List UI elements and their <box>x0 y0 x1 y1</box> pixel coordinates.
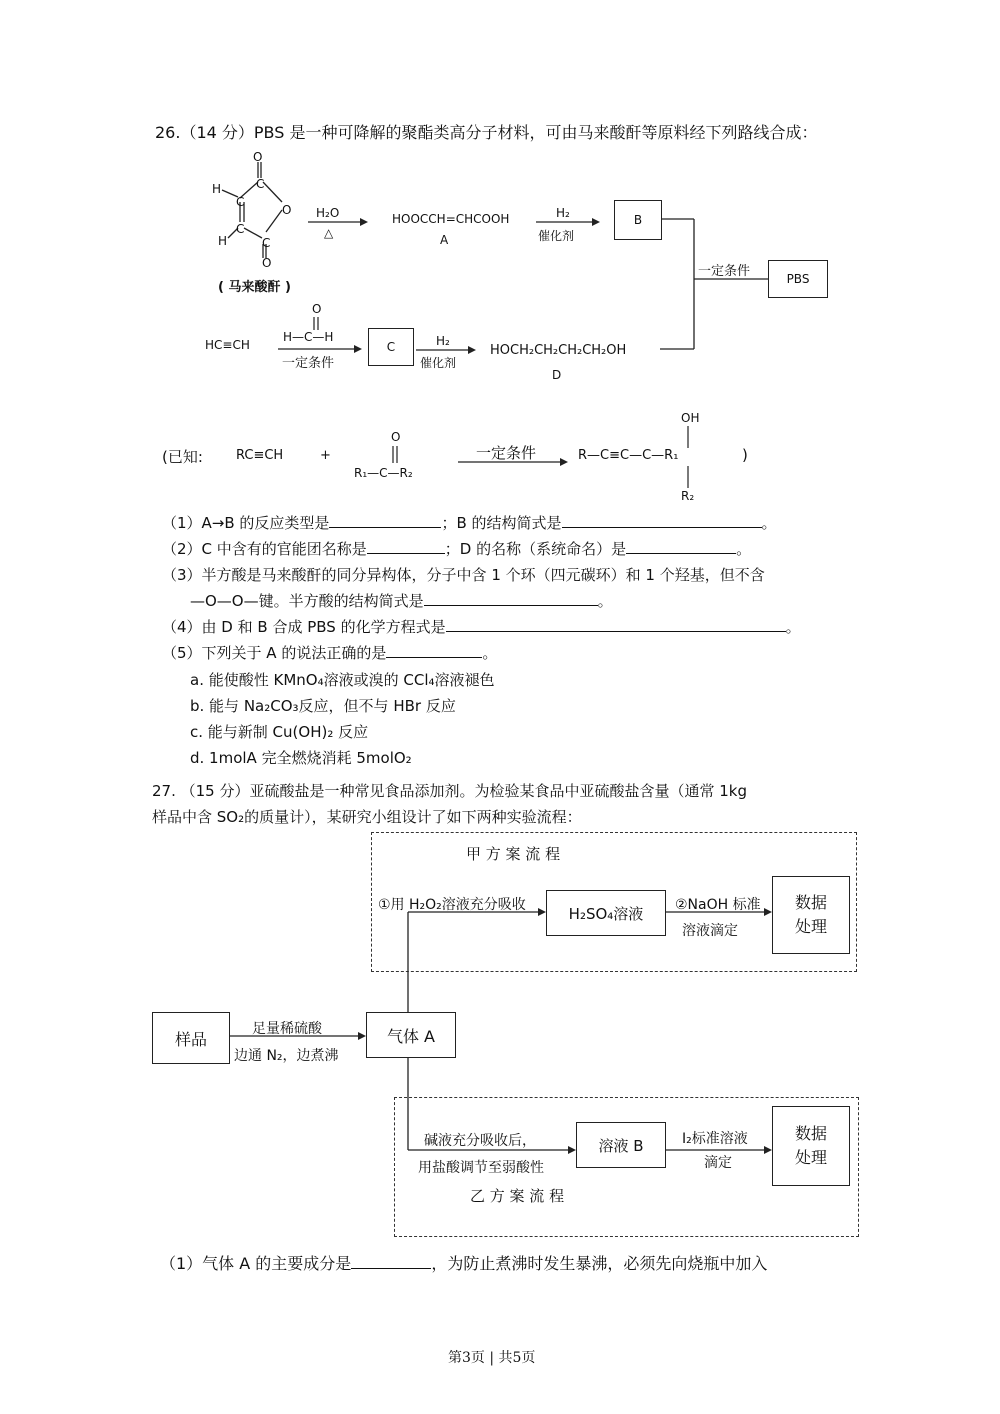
cond-pbs: 一定条件 <box>698 264 751 279</box>
label-a: A <box>440 233 449 247</box>
box-c-label: C <box>386 340 396 354</box>
maleic-c-top: C <box>256 177 265 191</box>
q26-3: （3）半方酸是马来酸酐的同分异构体，分子中含 1 个环（四元碳环）和 1 个羟基，但不含 <box>162 566 765 584</box>
sample-box-label: 样品 <box>174 1029 207 1049</box>
plan-a-step1: ①用 H₂O₂溶液充分吸收 <box>378 897 526 913</box>
gas-a-box-label: 气体 A <box>386 1026 436 1046</box>
q27-1-text-b: ，为防止煮沸时发生暴沸，必须先向烧瓶中加入 <box>431 1254 768 1273</box>
maleic-h1: H <box>212 182 222 196</box>
maleic-o-bottom: O <box>262 256 272 270</box>
q26-2-text-c: 。 <box>736 540 752 558</box>
known-prefix: (已知: <box>162 448 203 466</box>
maleic-c-left2: C <box>236 222 245 236</box>
q26-option-d: d. 1molA 完全燃烧消耗 5molO₂ <box>190 749 412 767</box>
q26-option-b: b. 能与 Na₂CO₃反应，但不与 HBr 反应 <box>190 697 456 715</box>
box-pbs-label: PBS <box>786 272 810 286</box>
maleic-h2: H <box>218 234 228 248</box>
q26-5-text-c: 。 <box>482 644 498 662</box>
q26-3-text-c: 。 <box>597 592 613 610</box>
q26-1-text-b: ；B 的结构简式是 <box>441 514 562 532</box>
box-b-label: B <box>633 213 643 227</box>
known-carbonyl-line: R₁—C—R₂ <box>354 466 413 480</box>
plan-b-box <box>576 1122 666 1168</box>
plan-b-step2-bottom: 滴定 <box>704 1155 732 1171</box>
plan-b-result-label: 数据 处理 <box>794 1124 827 1167</box>
known-carbonyl-o: O <box>391 430 401 444</box>
maleic-o-top: O <box>253 150 263 164</box>
formaldehyde-line: H—C—H <box>283 330 334 344</box>
q26-1-text-a: （1）A→B 的反应类型是 <box>162 514 330 532</box>
q26-4-text-c: 。 <box>785 618 801 636</box>
label-d: D <box>552 368 562 382</box>
reagent-h2-1: H₂ <box>556 206 570 220</box>
known-reactant1: RC≡CH <box>236 448 284 463</box>
compound-d: HOCH₂CH₂CH₂CH₂OH <box>490 343 627 358</box>
q26-header: 26.（14 分）PBS 是一种可降解的聚酯类高分子材料，可由马来酸酐等原料经下列路线合成： <box>155 123 818 142</box>
q26-2-text-a: （2）C 中含有的官能团名称是 <box>162 540 367 558</box>
q26-3-text-a: —O—O—键。半方酸的结构简式是 <box>190 592 424 610</box>
plan-b-result <box>772 1106 850 1186</box>
maleic-label: ( 马来酸酐 ) <box>218 280 291 295</box>
q26-4-text-a: （4）由 D 和 B 合成 PBS 的化学方程式是 <box>162 618 446 636</box>
plan-a-box-label: H₂SO₄溶液 <box>568 904 644 923</box>
maleic-c-left: C <box>236 195 245 209</box>
known-product-line: R—C≡C—C—R₁ <box>578 448 679 463</box>
page-footer: 第3页 | 共5页 <box>448 1350 536 1366</box>
plan-b-step2-top: I₂标准溶液 <box>682 1131 748 1147</box>
sample-box <box>152 1012 230 1064</box>
q27-1-text-a: （1）气体 A 的主要成分是 <box>160 1254 352 1273</box>
known-product-r2: R₂ <box>681 489 695 503</box>
gas-a-box <box>366 1012 456 1058</box>
reagent-catalyst-2: 催化剂 <box>420 356 457 370</box>
known-suffix: ) <box>742 446 748 464</box>
known-condition: 一定条件 <box>476 444 537 462</box>
plan-b-step1-bottom: 用盐酸调节至弱酸性 <box>418 1160 544 1176</box>
q27-1 <box>160 1251 767 1274</box>
q26-2-text-b: ；D 的名称（系统命名）是 <box>444 540 627 558</box>
q26-option-a: a. 能使酸性 KMnO₄溶液或溴的 CCl₄溶液褪色 <box>190 671 495 689</box>
plan-a-box <box>546 890 666 936</box>
formaldehyde-o: O <box>312 302 322 316</box>
maleic-o-ring: O <box>282 203 292 217</box>
known-product-oh: OH <box>681 411 700 425</box>
reagent-h2o: H₂O <box>316 206 340 220</box>
q26-1-text-c: 。 <box>761 514 777 532</box>
sample-reagent-bottom: 边通 N₂，边煮沸 <box>234 1048 339 1064</box>
maleic-c-bottom: C <box>262 236 271 250</box>
acetylene: HC≡CH <box>205 338 250 352</box>
plan-a-title: 甲 方 案 流 程 <box>466 845 561 863</box>
compound-a: HOOCCH=CHCOOH <box>392 212 510 226</box>
plan-b-step1-top: 碱液充分吸收后， <box>424 1133 536 1149</box>
reagent-heat: △ <box>324 226 334 240</box>
reagent-catalyst-1: 催化剂 <box>538 229 575 243</box>
plan-a-result <box>772 876 850 954</box>
q26-5-text-a: （5）下列关于 A 的说法正确的是 <box>162 644 387 662</box>
q27-1-blank[interactable] <box>351 1254 431 1269</box>
plan-a-result-label: 数据 处理 <box>794 893 827 936</box>
q27-header-2: 样品中含 SO₂的质量计），某研究小组设计了如下两种实验流程： <box>152 808 582 826</box>
reagent-h2-2: H₂ <box>436 334 450 348</box>
reagent-condition: 一定条件 <box>282 356 335 371</box>
q26-option-c: c. 能与新制 Cu(OH)₂ 反应 <box>190 723 369 741</box>
q27-header-1: 27. （15 分）亚硫酸盐是一种常见食品添加剂。为检验某食品中亚硫酸盐含量（通常 1kg <box>152 782 748 800</box>
plan-b-title: 乙 方 案 流 程 <box>470 1187 565 1205</box>
known-plus: + <box>320 448 331 463</box>
plan-a-step2-bottom: 溶液滴定 <box>682 923 738 939</box>
sample-reagent-top: 足量稀硫酸 <box>252 1021 322 1037</box>
plan-b-box-label: 溶液 B <box>598 1136 644 1155</box>
plan-a-step2-top: ②NaOH 标准 <box>675 897 761 913</box>
